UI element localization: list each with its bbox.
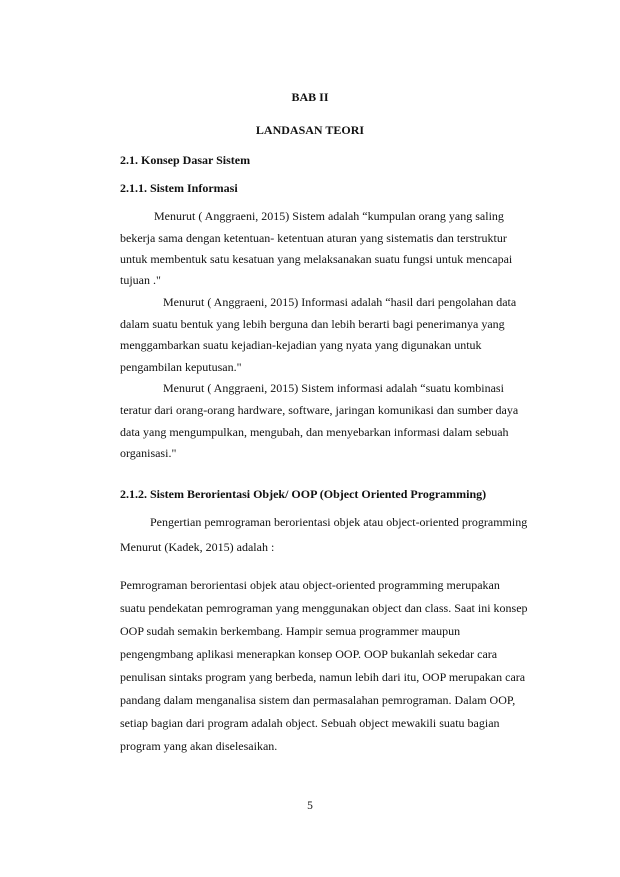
paragraph-line: pengambilan keputusan.": [120, 360, 242, 374]
paragraph-line: tujuan .": [120, 273, 161, 287]
paragraph-line: OOP sudah semakin berkembang. Hampir semua programmer maupun: [120, 624, 461, 638]
paragraph-line: Menurut ( Anggraeni, 2015) Informasi adalah “hasil dari pengolahan data: [163, 295, 517, 309]
chapter-number: BAB II: [291, 90, 329, 104]
paragraph-line: dalam suatu bentuk yang lebih berguna dan lebih berarti bagi penerimanya yang: [120, 317, 505, 331]
paragraph-line: Pemrograman berorientasi objek atau object-oriented programming merupakan: [120, 578, 500, 592]
paragraph-line: suatu pendekatan pemrograman yang menggunakan object dan class. Saat ini konsep: [120, 601, 528, 615]
chapter-title: LANDASAN TEORI: [255, 123, 365, 137]
page-number: 5: [307, 800, 313, 812]
paragraph-line: untuk membentuk satu kesatuan yang melaksanakan suatu fungsi untuk mencapai: [120, 252, 513, 266]
paragraph-line: pengengmbang aplikasi menerapkan konsep OOP. OOP bukanlah sekedar cara: [120, 647, 498, 661]
paragraph-line: Pengertian pemrograman berorientasi objek atau object-oriented programming: [150, 515, 528, 529]
paragraph-line: bekerja sama dengan ketentuan- ketentuan aturan yang sistematis dan terstruktur: [120, 231, 507, 245]
section-heading-2-1-1: 2.1.1. Sistem Informasi: [120, 181, 238, 195]
paragraph-line: organisasi.": [120, 446, 177, 460]
section-heading-2-1: 2.1. Konsep Dasar Sistem: [120, 153, 251, 167]
paragraph-line: penulisan sintaks program yang berbeda, namun lebih dari itu, OOP merupakan cara: [120, 670, 526, 684]
paragraph-line: program yang akan diselesaikan.: [120, 739, 278, 753]
section-heading-2-1-2: 2.1.2. Sistem Berorientasi Objek/ OOP (Object Oriented Programming): [120, 487, 487, 501]
paragraph-line: pandang dalam menganalisa sistem dan permasalahan pemrograman. Dalam OOP,: [120, 693, 516, 707]
paragraph-line: setiap bagian dari program adalah object. Sebuah object mewakili suatu bagian: [120, 716, 500, 730]
paragraph-line: teratur dari orang-orang hardware, software, jaringan komunikasi dan sumber daya: [120, 403, 519, 417]
paragraph-line: data yang mengumpulkan, mengubah, dan menyebarkan informasi dalam sebuah: [120, 425, 509, 439]
paragraph-line: Menurut (Kadek, 2015) adalah :: [120, 540, 275, 554]
paragraph-line: Menurut ( Anggraeni, 2015) Sistem informasi adalah “suatu kombinasi: [163, 381, 504, 395]
paragraph-line: menggambarkan suatu kejadian-kejadian yang nyata yang digunakan untuk: [120, 338, 482, 352]
paragraph-line: Menurut ( Anggraeni, 2015) Sistem adalah “kumpulan orang yang saling: [154, 209, 504, 223]
